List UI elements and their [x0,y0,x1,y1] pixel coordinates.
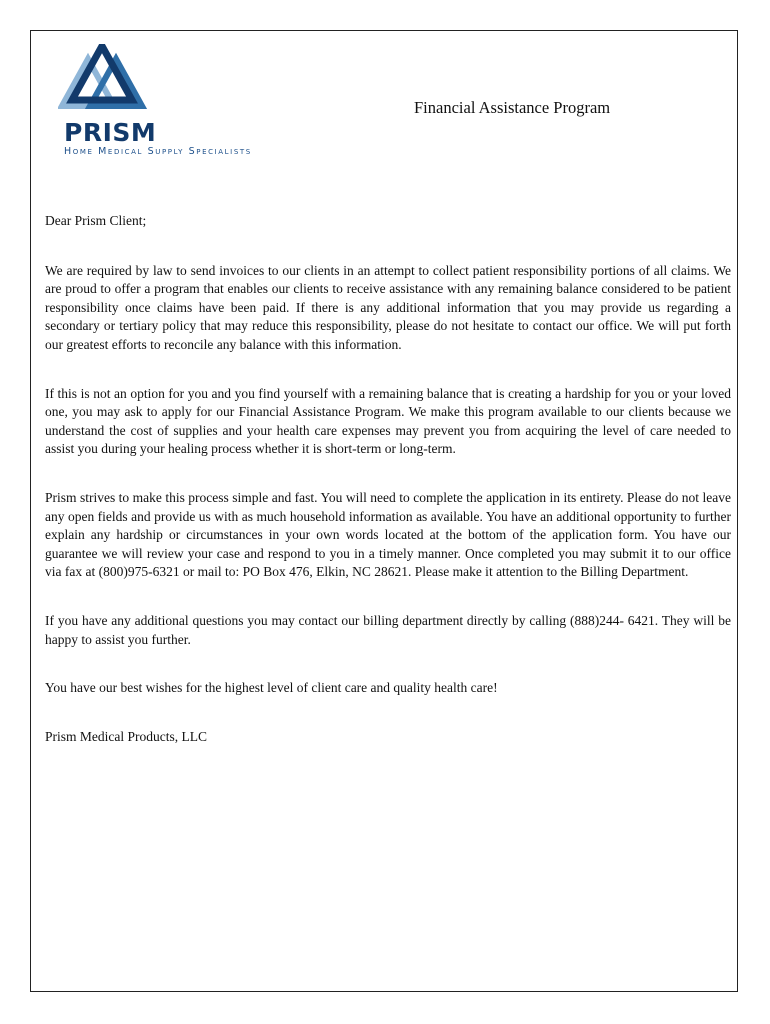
paragraph-2: If this is not an option for you and you find yourself with a remaining balance that is creating a hardship for you or your loved one, you may ask to apply for our Financial Assistance Program. We make this program available to our clients because we understand the cost of supplies and your health care expenses may prevent you from acquiring the level of care needed to assist you during your healing process whether it is short-term or long-term. [45,385,731,457]
paragraph-5: You have our best wishes for the highest level of client care and quality health care! [45,680,498,696]
logo-wordmark: PRISM [64,118,157,147]
salutation: Dear Prism Client; [45,213,147,228]
paragraph-4: If you have any additional questions you may contact our billing department directly by calling (888)244- 6421. They will be happy to assist you further. [45,612,731,647]
program-title: Financial Assistance Program [414,98,611,117]
signature: Prism Medical Products, LLC [45,728,207,744]
paragraph-1: We are required by law to send invoices to our clients in an attempt to collect patient responsibility portions of all claims. We are proud to offer a program that enables our clients to receive assistance with any remaining balance considered to be patient responsibility once claims have been paid. If there is any additional information that you may provide us regarding a secondary or tertiary policy that may reduce this responsibility, please do not hesitate to contact our office. We will put forth our greatest efforts to reconcile any balance with this information. [45,262,731,352]
prism-logo [58,44,318,159]
letter-body [45,212,731,746]
paragraph-3: Prism strives to make this process simple and fast. You will need to complete the application in its entirety. Please do not leave any open fields and provide us with as much household information as available. You have an additional opportunity to further explain any hardship or circumstances in your own words located at the bottom of the application form. You have our guarantee we will review your case and respond to you in a timely manner. Once completed you may submit it to our office via fax at (800)975-6321 or mail to: PO Box 476, Elkin, NC 28621. Please make it attention to the Billing Department. [45,489,731,580]
prism-triangle-icon [58,44,158,124]
logo-tagline: Home Medical Supply Specialists [64,146,252,157]
